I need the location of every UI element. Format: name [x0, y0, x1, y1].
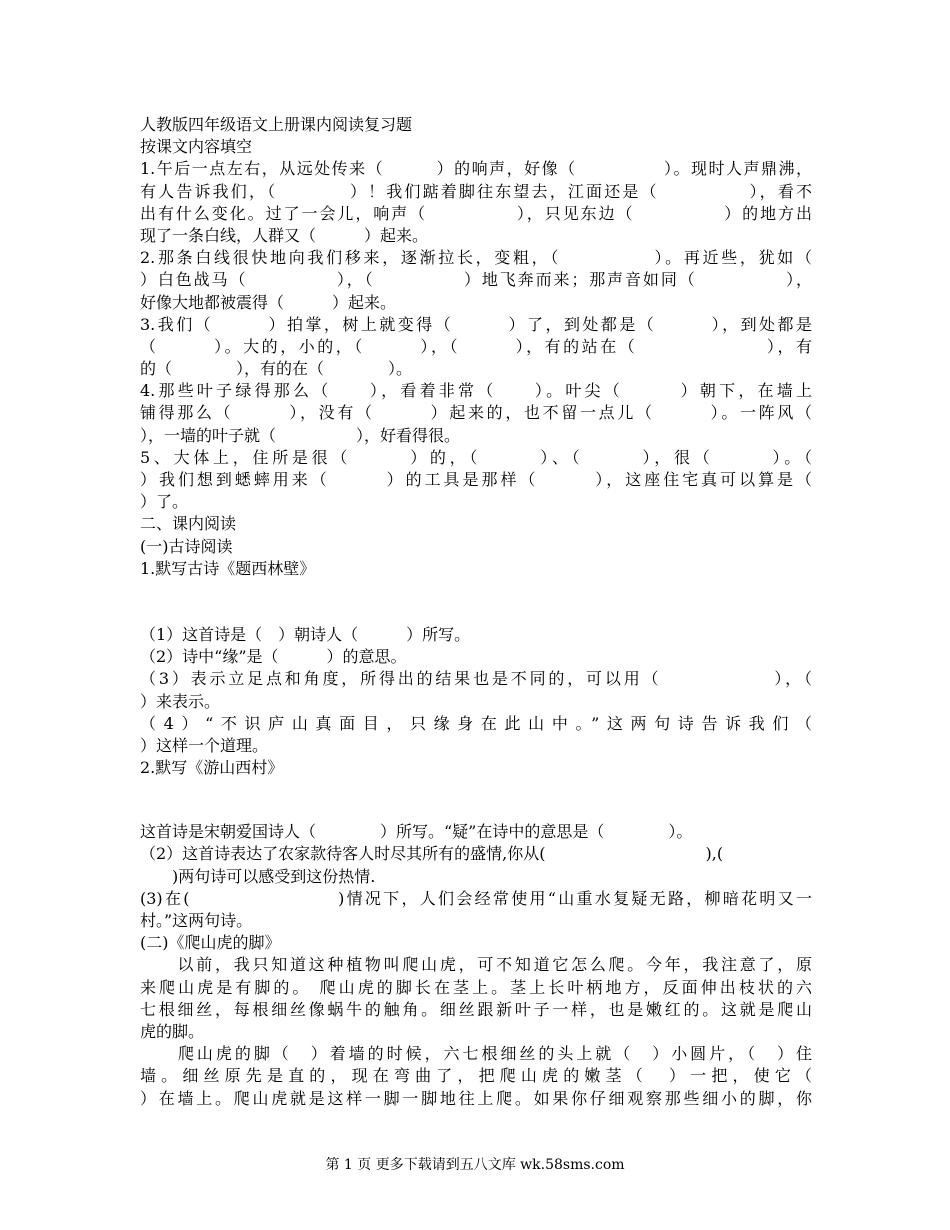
document-title: 人教版四年级语文上册课内阅读复习题 [140, 115, 413, 134]
text-line: )两句诗可以感受到这份热情. [140, 866, 376, 886]
text-line: （2）这首诗表达了农家款待客人时尽其所有的盛情,你从( ),( [140, 844, 724, 864]
section-heading: 二、课内阅读 [140, 514, 237, 534]
question-heading: 1.默写古诗《题西林壁》 [140, 558, 316, 578]
text-line: 2.那条白线很快地向我们移来，逐渐拉长，变粗，（ ）。再近些，犹如（ [140, 248, 812, 268]
text-line: 的（ ），有的在（ ）。 [140, 359, 413, 379]
text-line: 5、大体上，住所是很（ ）的，（ ）、（ ），很（ ）。（ [140, 447, 812, 467]
text-line: （4）“不识庐山真面目，只缘身在此山中。”这两句诗告诉我们（ [140, 713, 812, 733]
paragraph-line: 虎的脚。 [140, 1021, 205, 1041]
text-line: （3）表示立足点和角度，所得出的结果也是不同的，可以用（ ），（ [140, 669, 812, 689]
paragraph-line: 来爬山虎是有脚的。 爬山虎的脚长在茎上。茎上长叶柄地方，反面伸出枝状的六 [140, 977, 812, 997]
text-line: ）了。 [140, 492, 189, 512]
text-line: 村。”这两句诗。 [140, 911, 253, 930]
text-line: （2）诗中“缘”是（ ）的意思。 [140, 647, 407, 667]
text-line: ）白色战马（ ），（ ）地飞奔而来；那声音如同（ ）， [140, 270, 812, 290]
text-line: 铺得那么（ ），没有（ ）起来的，也不留一点儿（ ）。一阵风（ [140, 403, 812, 423]
text-line: （ ）。大的，小的，（ ），（ ），有的站在（ ），有 [140, 336, 812, 356]
text-line: 这首诗是宋朝爱国诗人（ ）所写。“疑”在诗中的意思是（ ）。 [140, 822, 693, 842]
paragraph-line: ）在墙上。爬山虎就是这样一脚一脚地往上爬。如果你仔细观察那些细小的脚，你 [140, 1088, 812, 1108]
paragraph-line: 七根细丝，每根细丝像蜗牛的触角。细丝跟新叶子一样，也是嫩红的。这就是爬山 [140, 999, 812, 1019]
text-line: ），一墙的叶子就（ ），好看得很。 [140, 425, 461, 445]
paragraph-line: 墙。细丝原先是直的，现在弯曲了，把爬山虎的嫩茎（ ）一把，使它（ [140, 1066, 812, 1086]
text-line: (3)在( )情况下，人们会经常使用“山重水复疑无路，柳暗花明又一 [140, 888, 812, 908]
text-line: 3.我们（ ）拍掌，树上就变得（ ）了，到处都是（ ），到处都是 [140, 314, 812, 334]
section-heading: 按课文内容填空 [140, 137, 253, 157]
text-line: ）这样一个道理。 [140, 735, 269, 755]
text-line: 现了一条白线，人群又（ ）起来。 [140, 225, 429, 245]
text-line: ）我们想到蟋蟀用来（ ）的工具是那样（ ），这座住宅真可以算是（ [140, 470, 812, 489]
page-footer: 第 1 页 更多下载请到五八文库 wk.58sms.com [325, 1157, 625, 1173]
text-line: 出有什么变化。过了一会儿，响声（ ），只见东边（ ）的地方出 [140, 203, 812, 223]
text-line: （1）这首诗是（ ）朝诗人（ ）所写。 [140, 624, 471, 644]
paragraph-line: 爬山虎的脚（ ）着墙的时候，六七根细丝的头上就（ ）小圆片，（ ）住 [140, 1044, 812, 1064]
subsection-heading: (一)古诗阅读 [140, 536, 233, 556]
text-line: 好像大地都被震得（ ）起来。 [140, 292, 397, 312]
text-line: 1.午后一点左右，从远处传来（ ）的响声，好像（ ）。现时人声鼎沸， [140, 159, 812, 179]
paragraph-line: 以前，我只知道这种植物叫爬山虎，可不知道它怎么爬。今年，我注意了，原 [140, 955, 812, 975]
text-line: ）来表示。 [140, 691, 221, 711]
document-body [140, 114, 812, 1110]
subsection-heading: (二)《爬山虎的脚》 [140, 933, 281, 953]
text-line: 4.那些叶子绿得那么（ ），看着非常（ ）。叶尖（ ）朝下，在墙上 [140, 381, 812, 401]
question-heading: 2.默写《游山西村》 [140, 758, 284, 778]
text-line: 有人告诉我们，（ ）！我们踮着脚往东望去，江面还是（ ），看不 [140, 181, 812, 201]
